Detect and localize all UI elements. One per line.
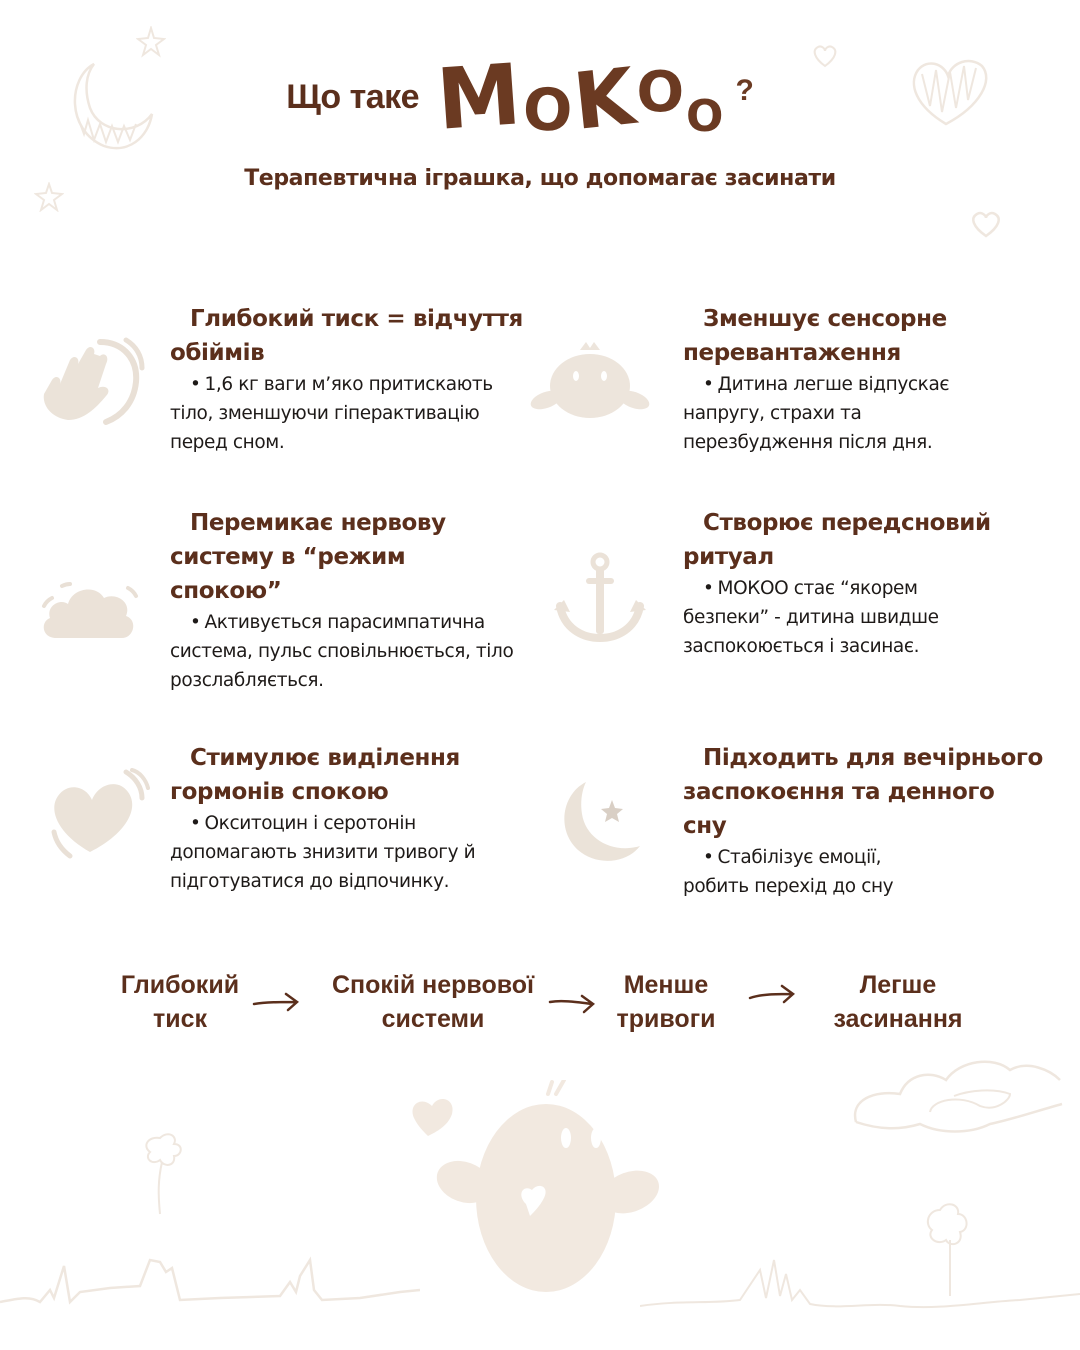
feature-title: Зменшує сенсорне перевантаження bbox=[683, 306, 947, 366]
feature-calm-hormones bbox=[170, 741, 530, 896]
feature-title: Стимулює виділення гормонів спокою bbox=[170, 745, 460, 805]
arrow-right-icon bbox=[252, 990, 300, 1012]
feature-body: • 1,6 кг ваги м’яко притискають тіло, зменшуючи гіперактивацію перед сном. bbox=[170, 374, 493, 453]
feature-deep-pressure bbox=[170, 302, 530, 457]
cloud-icon bbox=[36, 576, 140, 650]
mokoo-character-icon bbox=[530, 340, 650, 424]
feature-title: Створює передсновий ритуал bbox=[683, 510, 991, 570]
anchor-icon bbox=[552, 552, 648, 648]
feature-body: • Дитина легше відпускає напругу, страхи та перезбудження після дня. bbox=[683, 374, 950, 453]
feature-body: • Окситоцин і серотонін допомагають знизити тривогу й підготуватися до відпочинку. bbox=[170, 813, 476, 892]
feature-sensory-overload bbox=[683, 302, 1003, 457]
title-question-mark: ? bbox=[735, 74, 754, 107]
benefit-flow bbox=[0, 968, 1080, 1048]
brand-letter: O bbox=[686, 91, 724, 142]
feature-evening-daytime-sleep bbox=[683, 741, 1043, 901]
feature-title: Глибокий тиск = відчуття обіймів bbox=[170, 306, 523, 366]
heart-icon bbox=[44, 768, 150, 866]
decor-cloud-sketch bbox=[850, 1050, 1070, 1140]
brand-logo bbox=[433, 45, 724, 149]
feature-title: Перемикає нервову систему в “режим спокою” bbox=[170, 510, 446, 604]
hand-icon bbox=[38, 336, 148, 432]
feature-calm-mode bbox=[170, 506, 520, 695]
feature-body: • Стабілізує емоції, робить перехід до сну bbox=[683, 847, 894, 897]
arrow-right-icon bbox=[548, 992, 596, 1014]
brand-letter: O bbox=[520, 74, 574, 146]
flow-step-less-anxiety: Менше тривоги bbox=[616, 971, 716, 1033]
brand-letter: K bbox=[569, 52, 639, 148]
flow-step-deep-pressure: Глибокий тиск bbox=[120, 971, 240, 1033]
brand-letter: O bbox=[636, 60, 685, 125]
title-prefix: Що таке bbox=[286, 77, 420, 116]
feature-bedtime-ritual bbox=[683, 506, 1003, 661]
feature-body: • Активується парасимпатична система, пульс сповільнюється, тіло розслабляється. bbox=[170, 612, 514, 691]
feature-title: Підходить для вечірнього заспокоєння та денного сну bbox=[683, 745, 1043, 839]
page-title bbox=[0, 45, 1080, 149]
decor-grass-left bbox=[0, 1200, 420, 1310]
decor-grass-right bbox=[640, 1240, 1080, 1320]
subtitle: Терапевтична іграшка, що допомагає засинати bbox=[244, 166, 836, 191]
flow-step-calm-nervous-system: Спокій нервової системи bbox=[331, 971, 535, 1033]
decor-mokoo-character bbox=[400, 1080, 680, 1300]
feature-body: • МОКОО стає “якорем безпеки” - дитина швидше заспокоюється і засинає. bbox=[683, 578, 939, 657]
decor-heart-small-right bbox=[970, 210, 1002, 238]
brand-letter: M bbox=[433, 45, 524, 149]
flow-step-easier-sleep: Легше засинання bbox=[833, 971, 963, 1033]
moon-star-icon bbox=[556, 778, 646, 870]
arrow-right-icon bbox=[748, 984, 796, 1006]
